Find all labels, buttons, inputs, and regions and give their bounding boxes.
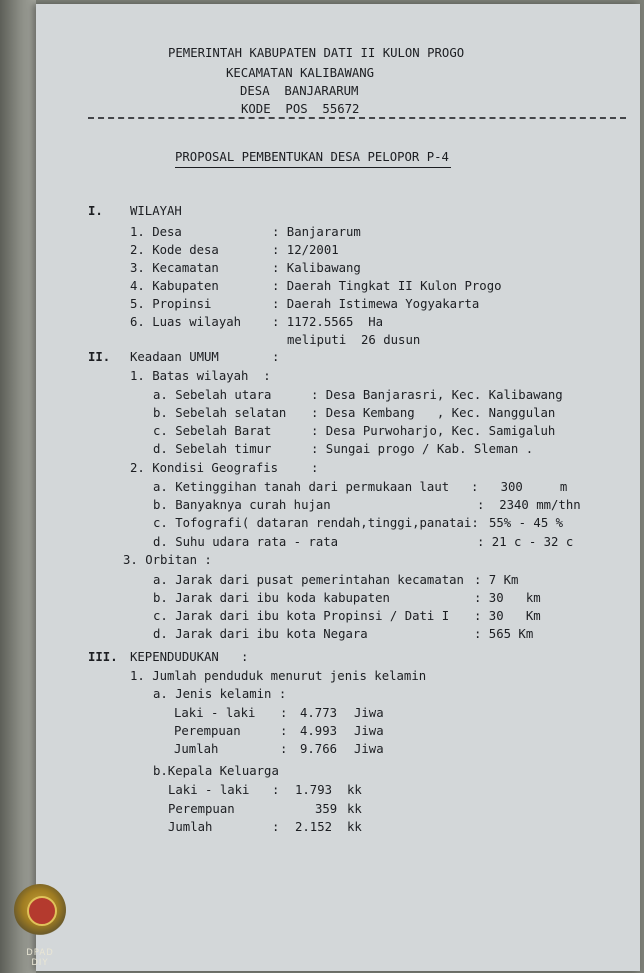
kondisi-label: b. Banyaknya curah hujan (153, 498, 331, 512)
header-line-2: KECAMATAN KALIBAWANG (226, 66, 375, 80)
orbitan-title: 3. Orbitan : (123, 553, 212, 567)
batas-value: : Desa Banjarasri, Kec. Kalibawang (311, 388, 563, 402)
jenis-title: a. Jenis kelamin : (153, 687, 287, 701)
section-3-number: III. (88, 650, 118, 664)
s3-subheading: 1. Jumlah penduduk menurut jenis kelamin (130, 669, 427, 683)
kk-unit: kk (347, 802, 362, 816)
batas-label: b. Sebelah selatan (153, 406, 287, 420)
jenis-value: 9.766 (300, 742, 338, 756)
section-1-heading: WILAYAH (130, 204, 182, 218)
jenis-value: 4.993 (300, 724, 338, 738)
kondisi-value: 55% - 45 % (489, 516, 564, 530)
orbitan-label: c. Jarak dari ibu kota Propinsi / Dati I (153, 609, 450, 623)
kk-label: Perempuan (168, 802, 235, 816)
kondisi-value: : 2340 mm/thn (477, 498, 581, 512)
batas-value: : Desa Purwoharjo, Kec. Samigaluh (311, 424, 556, 438)
header-divider (88, 117, 626, 119)
jenis-sep: : (280, 742, 288, 756)
jenis-value: 4.773 (300, 706, 338, 720)
jenis-unit: Jiwa (354, 724, 384, 738)
kondisi-value: : 21 c - 32 c (477, 535, 574, 549)
title-underline (175, 167, 451, 168)
binding-edge (0, 0, 36, 973)
s1-row-label: 4. Kabupaten (130, 279, 219, 293)
kk-label: Laki - laki (168, 783, 250, 797)
kondisi-value: : 300 m (471, 480, 568, 494)
s1-extra: meliputi 26 dusun (287, 333, 421, 347)
orbitan-value: : 30 km (474, 591, 541, 605)
jenis-sep: : (280, 724, 288, 738)
kk-sep: : (272, 820, 280, 834)
header-line-3: DESA BANJARARUM (240, 84, 359, 98)
kk-value: 2.152 (295, 820, 333, 834)
jenis-unit: Jiwa (354, 706, 384, 720)
kondisi-label: c. Tofografi( dataran rendah,tinggi,panatai: (153, 516, 479, 530)
kondisi-title: 2. Kondisi Geografis (130, 461, 279, 475)
section-2-colon: : (272, 350, 280, 364)
watermark-line-2: DIY (31, 958, 49, 968)
s1-row-value: : Banjararum (272, 225, 361, 239)
kk-label: Jumlah (168, 820, 213, 834)
orbitan-value: : 565 Km (474, 627, 534, 641)
header-line-1: PEMERINTAH KABUPATEN DATI II KULON PROGO (168, 46, 465, 60)
s1-row-label: 3. Kecamatan (130, 261, 219, 275)
s1-row-value: : Daerah Tingkat II Kulon Progo (272, 279, 502, 293)
jenis-sep: : (280, 706, 288, 720)
orbitan-label: b. Jarak dari ibu koda kabupaten (153, 591, 390, 605)
orbitan-label: a. Jarak dari pusat pemerintahan kecamatan (153, 573, 464, 587)
s1-row-label: 1. Desa (130, 225, 182, 239)
batas-value: : Desa Kembang , Kec. Nanggulan (311, 406, 556, 420)
s1-row-value: : Kalibawang (272, 261, 361, 275)
orbitan-value: : 7 Km (474, 573, 519, 587)
s1-row-value: : 1172.5565 Ha (272, 315, 384, 329)
section-1-number: I. (88, 204, 103, 218)
document-title: PROPOSAL PEMBENTUKAN DESA PELOPOR P-4 (175, 150, 449, 164)
kk-unit: kk (347, 820, 362, 834)
s1-row-label: 5. Propinsi (130, 297, 212, 311)
orbitan-value: : 30 Km (474, 609, 541, 623)
batas-value: : Sungai progo / Kab. Sleman . (311, 442, 534, 456)
kk-value: 359 (315, 802, 338, 816)
section-3-heading: KEPENDUDUKAN : (130, 650, 249, 664)
section-2-heading: Keadaan UMUM (130, 350, 219, 364)
jenis-label: Jumlah (174, 742, 219, 756)
jenis-unit: Jiwa (354, 742, 384, 756)
kk-sep: : (272, 783, 280, 797)
kk-title: b.Kepala Keluarga (153, 764, 279, 778)
orbitan-label: d. Jarak dari ibu kota Negara (153, 627, 368, 641)
batas-label: d. Sebelah timur (153, 442, 272, 456)
s1-row-value: : Daerah Istimewa Yogyakarta (272, 297, 480, 311)
header-line-4: KODE POS 55672 (241, 102, 360, 116)
kondisi-colon: : (311, 461, 319, 475)
batas-label: c. Sebelah Barat (153, 424, 272, 438)
kk-value: 1.793 (295, 783, 333, 797)
kondisi-label: d. Suhu udara rata - rata (153, 535, 339, 549)
jenis-label: Perempuan (174, 724, 241, 738)
watermark-text (22, 948, 58, 968)
batas-label: a. Sebelah utara (153, 388, 272, 402)
s1-row-value: : 12/2001 (272, 243, 339, 257)
s1-row-label: 2. Kode desa (130, 243, 219, 257)
jenis-label: Laki - laki (174, 706, 256, 720)
archive-seal-icon (14, 884, 66, 936)
batas-title: 1. Batas wilayah : (130, 369, 271, 383)
section-2-number: II. (88, 350, 111, 364)
watermark-line-1: DPAD (26, 948, 54, 958)
s1-row-label: 6. Luas wilayah (130, 315, 242, 329)
kk-unit: kk (347, 783, 362, 797)
kondisi-label: a. Ketinggihan tanah dari permukaan laut (153, 480, 450, 494)
